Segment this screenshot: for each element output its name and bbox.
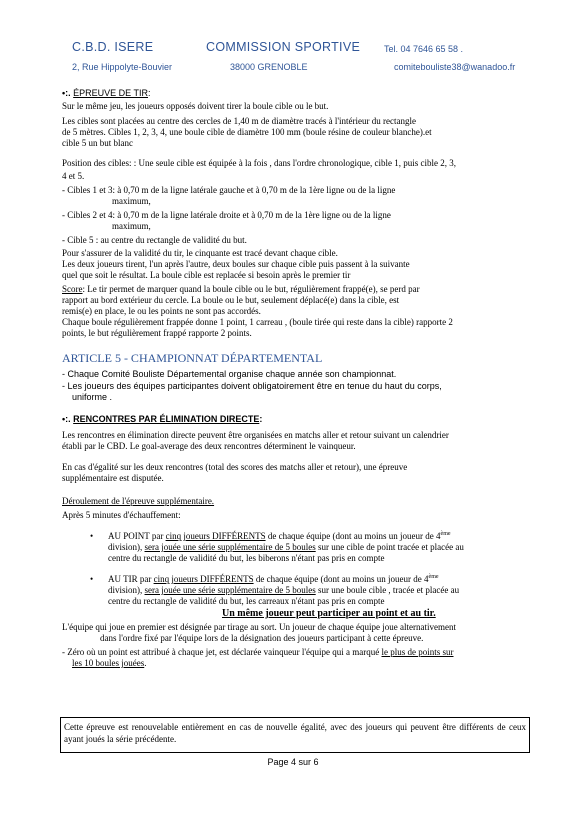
rencontres-p2a: En cas d'égalité sur les deux rencontres (total des scores des matchs aller et retour), une épreuve bbox=[62, 462, 408, 472]
rencontres-p1b: établi par le CBD. Le goal-average des deux rencontres déterminent le vainqueur. bbox=[62, 441, 356, 451]
tir-p2a: Les cibles sont placées au centre des cercles de 1,40 m de diamètre tracés à l'intérieur du rectangle bbox=[62, 116, 416, 126]
au-point-c: centre du rectangle de validité du but, les biberons n'étant pas pris en compte bbox=[108, 553, 385, 563]
zero-a: - Zéro où un point est attribué à chaque jet, est déclarée vainqueur l'équipe qui a marqué le plus de points sur bbox=[62, 647, 454, 657]
article-5-l2a: - Les joueurs des équipes participantes doivent obligatoirement être en tenue du haut du corps, bbox=[62, 381, 442, 391]
au-tir-b: division), sera jouée une série supplémentaire de 5 boules sur une boule cible , tracée et placée au bbox=[108, 585, 460, 595]
rencontres-p1a: Les rencontres en élimination directe peuvent être organisées en matchs aller et retour suivant un calendrier bbox=[62, 430, 449, 440]
header-address: 2, Rue Hippolyte-Bouvier bbox=[72, 62, 173, 72]
rencontres-heading: •:. RENCONTRES PAR ÉLIMINATION DIRECTE: bbox=[62, 414, 263, 424]
cibles-13-b: maximum, bbox=[112, 196, 151, 206]
article-5-l2b: uniforme . bbox=[72, 392, 113, 402]
cibles-24-a: - Cibles 2 et 4: à 0,70 m de la ligne latérale droite et à 0,70 m de la 1ère ligne ou de la ligne bbox=[62, 210, 391, 220]
note-box-text: Cette épreuve est renouvelable entièrement en cas de nouvelle égalité, avec des joueurs qui peuvent être différents de ceux ayant joués la série précédente. bbox=[64, 722, 526, 744]
au-point-a: AU POINT par cinq joueurs DIFFÉRENTS de chaque équipe (dont au moins un joueur de 4ème bbox=[108, 531, 451, 541]
tir-p4c: quel que soit le résultat. La boule cible est replacée si besoin après le premier tir bbox=[62, 270, 351, 280]
rencontres-p2b: supplémentaire est disputée. bbox=[62, 473, 164, 483]
tir-p4a: Pour s'assurer de la validité du tir, le cinquante est tracé devant chaque cible. bbox=[62, 248, 338, 258]
tir-p3a: Position des cibles: : Une seule cible est équipée à la fois , dans l'ordre chronologique, cible 1, puis cible 2, 3, bbox=[62, 158, 457, 168]
article-5-title: ARTICLE 5 - CHAMPIONNAT DÉPARTEMENTAL bbox=[62, 351, 323, 365]
zero-b: les 10 boules jouées. bbox=[72, 658, 147, 668]
au-tir-c: centre du rectangle de validité du but, les carreaux n'étant pas pris en compte bbox=[108, 596, 385, 606]
tir-p2c: cible 5 un but blanc bbox=[62, 138, 133, 148]
bullet-tir: • bbox=[90, 574, 94, 584]
cible-5: - Cible 5 : au centre du rectangle de validité du but. bbox=[62, 235, 247, 245]
meme-joueur: Un même joueur peut participer au point et au tir. bbox=[222, 608, 436, 619]
header-phone: Tel. 04 7646 65 58 . bbox=[384, 44, 464, 54]
score-b: rapport au bord extérieur du cercle. La boule ou le but, seulement déplacé(e) dans la cible, est bbox=[62, 295, 400, 305]
header-email[interactable]: comitebouliste38@wanadoo.fr bbox=[394, 62, 516, 72]
apres-echauffement: Après 5 minutes d'échauffement: bbox=[62, 510, 181, 520]
tir-p1: Sur le même jeu, les joueurs opposés doivent tirer la boule cible ou le but. bbox=[62, 101, 329, 111]
score-a: Score: Le tir permet de marquer quand la boule cible ou le but, régulièrement frappé(e), se perd par bbox=[62, 284, 420, 294]
tir-heading: •:. ÉPREUVE DE TIR: bbox=[62, 88, 151, 98]
org-name: C.B.D. ISERE bbox=[72, 40, 154, 54]
tir-p2b: de 5 mètres. Cibles 1, 2, 3, 4, une boule cible de diamètre 100 mm (boule résine de couleur blanche).et bbox=[62, 127, 432, 137]
article-5-l1: - Chaque Comité Bouliste Départemental organise chaque année son championnat. bbox=[62, 369, 397, 379]
deroulement-heading: Déroulement de l'épreuve supplémentaire. bbox=[62, 496, 215, 506]
equipe-b: dans l'ordre fixé par l'équipe lors de la désignation des joueurs participant à cette épreuve. bbox=[100, 633, 424, 643]
score-d: Chaque boule régulièrement frappée donne 1 point, 1 carreau , (boule tirée qui reste dans la cible) rapporte 2 bbox=[62, 317, 453, 327]
tir-p4b: Les deux joueurs tirent, l'un après l'autre, deux boules sur chaque cible puis passent à la suivante bbox=[62, 259, 410, 269]
au-tir-a: AU TIR par cinq joueurs DIFFÉRENTS de chaque équipe (dont au moins un joueur de 4ème bbox=[108, 574, 439, 584]
commission-title: COMMISSION SPORTIVE bbox=[206, 40, 361, 54]
score-c: remis(e) en place, le ou les points ne sont pas accordés. bbox=[62, 306, 261, 316]
page-number: Page 4 sur 6 bbox=[267, 757, 319, 767]
au-point-b: division), sera jouée une série supplémentaire de 5 boules sur une cible de point tracée et placée au bbox=[108, 542, 464, 552]
header-city: 38000 GRENOBLE bbox=[230, 62, 308, 72]
score-label: Score bbox=[62, 284, 83, 294]
bullet-point: • bbox=[90, 531, 94, 541]
tir-p3b: 4 et 5. bbox=[62, 171, 85, 181]
cibles-13-a: - Cibles 1 et 3: à 0,70 m de la ligne latérale gauche et à 0,70 m de la 1ère ligne ou de la ligne bbox=[62, 185, 396, 195]
cibles-24-b: maximum, bbox=[112, 221, 151, 231]
equipe-a: L'équipe qui joue en premier est désignée par tirage au sort. Un joueur de chaque équipe joue alternativement bbox=[62, 622, 456, 632]
score-e: points, le but régulièrement frappé rapporte 2 points. bbox=[62, 328, 252, 338]
